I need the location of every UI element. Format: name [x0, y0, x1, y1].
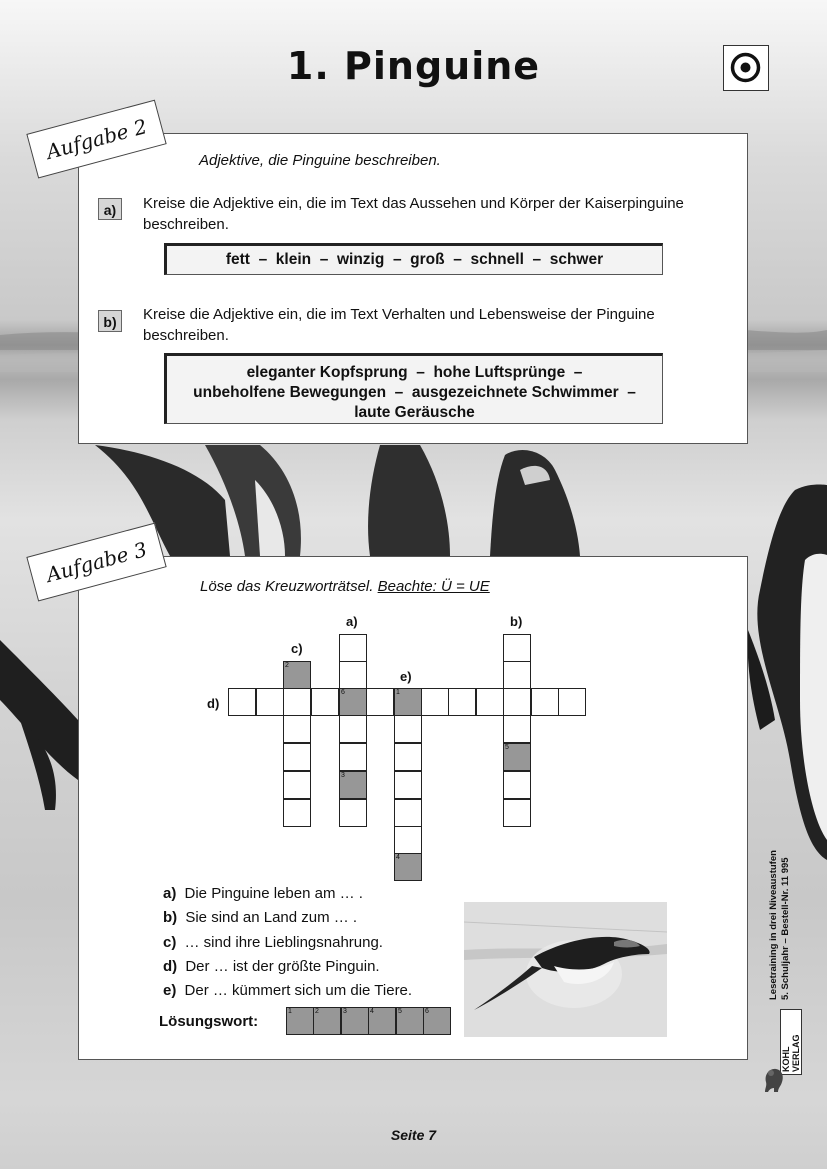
task2-b-label: b): [98, 310, 122, 332]
crossword-cell[interactable]: [339, 771, 367, 799]
crossword-cell[interactable]: [339, 743, 367, 771]
task2-b-words-line1: eleganter Kopfsprung – hohe Luftsprünge –: [246, 364, 583, 381]
clue-a: [163, 885, 363, 902]
clue-key: c): [163, 934, 177, 951]
crossword-cell[interactable]: [339, 661, 367, 689]
crossword-cell[interactable]: [503, 634, 531, 662]
crossword-cell[interactable]: [503, 715, 531, 743]
clue-text: Die Pinguine leben am … .: [184, 885, 363, 902]
crossword-cell[interactable]: [448, 688, 476, 716]
solution-label: Lösungswort:: [159, 1013, 259, 1030]
crossword-cell[interactable]: [503, 661, 531, 689]
clue-key: a): [163, 885, 177, 902]
crossword-number: 4: [396, 854, 400, 861]
crossword-number: 5: [505, 744, 509, 751]
crossword-cell[interactable]: [394, 826, 422, 854]
crossword-label-a: a): [346, 614, 358, 629]
publisher-line1: Lesetraining in drei Niveaustufen: [768, 850, 779, 1000]
solution-number: 6: [425, 1008, 429, 1015]
publisher-line2: 5. Schuljahr – Bestell-Nr. 11 995: [780, 857, 791, 1000]
solution-cell[interactable]: [423, 1007, 451, 1035]
crossword-cell[interactable]: [531, 688, 559, 716]
solution-number: 2: [315, 1008, 319, 1015]
clue-text: Sie sind an Land zum … .: [185, 909, 358, 926]
clue-text: Der … ist der größte Pinguin.: [185, 958, 380, 975]
crossword-cell[interactable]: [339, 634, 367, 662]
publisher-info: [768, 810, 792, 1000]
crossword-cell[interactable]: [339, 688, 367, 716]
solution-number: 3: [343, 1008, 347, 1015]
page-title: 1. Pinguine: [286, 44, 541, 88]
crossword-cell[interactable]: [311, 688, 339, 716]
crossword-cell[interactable]: [283, 799, 311, 827]
crossword-label-e: e): [400, 669, 412, 684]
crossword-cell[interactable]: [283, 715, 311, 743]
task3-intro-note: Beachte: Ü = UE: [377, 578, 490, 595]
crossword-label-d: d): [207, 696, 220, 711]
crossword-cell[interactable]: [394, 771, 422, 799]
crossword-number: 1: [396, 689, 400, 696]
task3-intro-text: Löse das Kreuzworträtsel.: [200, 578, 378, 595]
crossword-cell[interactable]: [394, 688, 422, 716]
crossword-cell[interactable]: [503, 799, 531, 827]
task2-b-instruction: Kreise die Adjektive ein, die im Text Verhalten und Lebensweise der Pinguine beschreiben.: [143, 306, 655, 344]
crossword-cell[interactable]: [503, 743, 531, 771]
task2-a-instruction: Kreise die Adjektive ein, die im Text das Aussehen und Körper der Kaiserpinguine beschreiben.: [143, 195, 684, 233]
crossword-cell[interactable]: [283, 661, 311, 689]
clue-key: d): [163, 958, 178, 975]
penguin-photo-image: [464, 902, 667, 1037]
task3-tag: Aufgabe 3: [26, 523, 167, 602]
crossword-cell[interactable]: [476, 688, 504, 716]
clue-text: … sind ihre Lieblingsnahrung.: [184, 934, 383, 951]
crossword-number: 3: [341, 772, 345, 779]
elephant-logo-icon: [762, 1064, 788, 1094]
publisher-logo: KOHL VERLAG: [780, 1009, 802, 1075]
solution-number: 4: [370, 1008, 374, 1015]
crossword-cell[interactable]: [339, 799, 367, 827]
solution-cell[interactable]: [341, 1007, 369, 1035]
crossword-cell[interactable]: [421, 688, 449, 716]
task2-intro: Adjektive, die Pinguine beschreiben.: [199, 152, 441, 169]
task2-a-words: fett – klein – winzig – groß – schnell – schwer: [225, 251, 604, 268]
solution-number: 5: [398, 1008, 402, 1015]
crossword-label-b: b): [510, 614, 523, 629]
crossword-number: 2: [285, 662, 289, 669]
crossword-label-c: c): [291, 641, 303, 656]
clue-c: [163, 934, 383, 951]
solution-cell[interactable]: [396, 1007, 424, 1035]
crossword-cell[interactable]: [366, 688, 394, 716]
task2-tag: Aufgabe 2: [26, 100, 167, 179]
crossword-cell[interactable]: [256, 688, 284, 716]
task2-a-wordbox: [164, 243, 663, 275]
solution-cell[interactable]: [313, 1007, 341, 1035]
crossword-cell[interactable]: [283, 771, 311, 799]
crossword-cell[interactable]: [394, 799, 422, 827]
solution-cell[interactable]: [286, 1007, 314, 1035]
crossword-cell[interactable]: [558, 688, 586, 716]
solution-cell[interactable]: [368, 1007, 396, 1035]
crossword-number: 6: [341, 689, 345, 696]
crossword-cell[interactable]: [339, 715, 367, 743]
swimming-penguin-photo: [464, 902, 667, 1037]
page-number: Seite 7: [390, 1127, 437, 1143]
crossword-cell[interactable]: [503, 771, 531, 799]
task2-b-wordbox: [164, 353, 663, 424]
clue-text: Der … kümmert sich um die Tiere.: [184, 982, 413, 999]
task2-b-words-line3: laute Geräusche: [354, 404, 475, 421]
crossword-cell[interactable]: [283, 743, 311, 771]
clue-key: e): [163, 982, 177, 999]
clue-e: [163, 982, 412, 999]
crossword-cell[interactable]: [228, 688, 256, 716]
task2-b-words-line2: unbeholfene Bewegungen – ausgezeichnete Schwimmer –: [193, 384, 636, 401]
target-symbol: [723, 45, 769, 91]
task3-intro: [200, 578, 490, 595]
clue-b: [163, 909, 357, 926]
crossword-cell[interactable]: [394, 853, 422, 881]
clue-key: b): [163, 909, 178, 926]
crossword-cell[interactable]: [394, 743, 422, 771]
clue-d: [163, 958, 380, 975]
target-icon: [724, 46, 767, 89]
crossword-cell[interactable]: [503, 688, 531, 716]
solution-number: 1: [288, 1008, 292, 1015]
crossword-cell[interactable]: [283, 688, 311, 716]
task2-a-label: a): [98, 198, 122, 220]
crossword-cell[interactable]: [394, 715, 422, 743]
